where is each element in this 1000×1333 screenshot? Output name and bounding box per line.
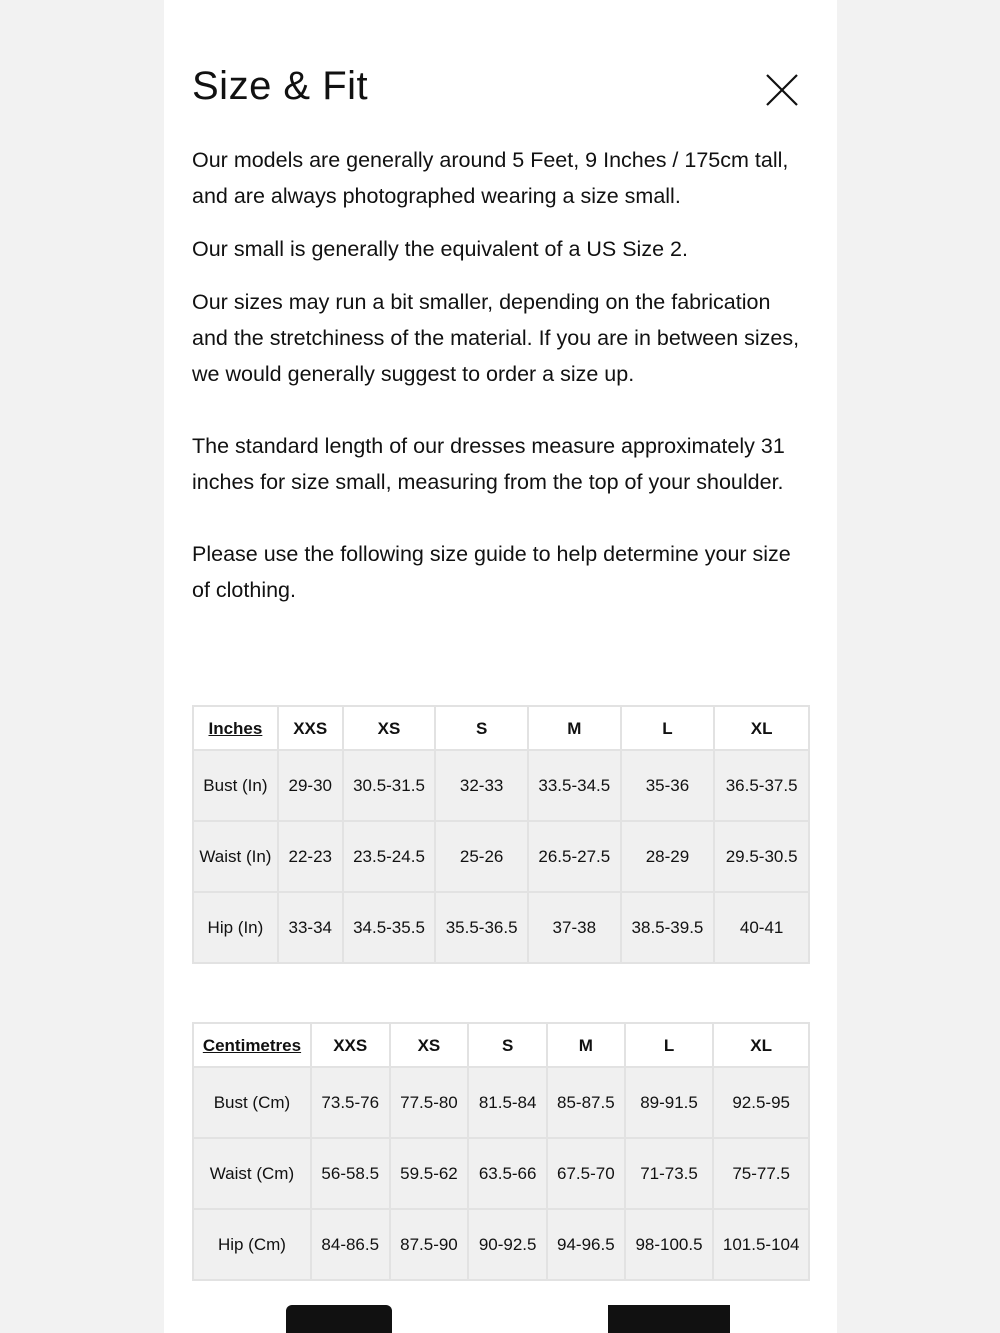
sizing-advice-text: Our sizes may run a bit smaller, depending on the fabrication and the stretchiness of the material. If you are in between sizes, we would generally suggest to order a size up. [192, 290, 800, 386]
table-cell: 22-23 [278, 821, 343, 892]
size-header: M [547, 1023, 625, 1067]
table-row [193, 750, 809, 821]
unit-header: Inches [193, 706, 278, 750]
table-cell: 73.5-76 [311, 1067, 390, 1138]
table-cell: 32-33 [435, 750, 528, 821]
table-cell: 56-58.5 [311, 1138, 390, 1209]
table-cell: 84-86.5 [311, 1209, 390, 1280]
size-header: L [625, 1023, 714, 1067]
table-header-row [193, 1023, 809, 1067]
row-label: Waist (Cm) [193, 1138, 311, 1209]
table-cell: 26.5-27.5 [528, 821, 621, 892]
size-header: L [621, 706, 715, 750]
small-equivalent-text: Our small is generally the equivalent of a US Size 2. [192, 237, 688, 261]
table-row [193, 892, 809, 963]
table-cell: 75-77.5 [713, 1138, 809, 1209]
size-guide-intro-text: Please use the following size guide to help determine your size of clothing. [192, 542, 791, 602]
row-label: Waist (In) [193, 821, 278, 892]
table-cell: 59.5-62 [390, 1138, 469, 1209]
table-cell: 25-26 [435, 821, 528, 892]
table-cell: 85-87.5 [547, 1067, 625, 1138]
table-cell: 33.5-34.5 [528, 750, 621, 821]
size-header: XL [714, 706, 809, 750]
dress-length-text: The standard length of our dresses measure approximately 31 inches for size small, measuring from the top of your shoulder. [192, 434, 785, 494]
table-cell: 29-30 [278, 750, 343, 821]
table-cell: 67.5-70 [547, 1138, 625, 1209]
modal-title: Size & Fit [192, 64, 369, 108]
table-row [193, 1138, 809, 1209]
size-header: XS [390, 1023, 469, 1067]
row-label: Bust (Cm) [193, 1067, 311, 1138]
table-cell: 33-34 [278, 892, 343, 963]
row-label: Bust (In) [193, 750, 278, 821]
size-header: XS [343, 706, 436, 750]
table-cell: 101.5-104 [713, 1209, 809, 1280]
table-row [193, 1067, 809, 1138]
close-button[interactable] [764, 72, 800, 108]
size-header: XL [713, 1023, 809, 1067]
size-header: M [528, 706, 621, 750]
table-cell: 92.5-95 [713, 1067, 809, 1138]
table-cell: 34.5-35.5 [343, 892, 436, 963]
table-cell: 38.5-39.5 [621, 892, 715, 963]
table-cell: 40-41 [714, 892, 809, 963]
table-cell: 35.5-36.5 [435, 892, 528, 963]
table-cell: 71-73.5 [625, 1138, 714, 1209]
table-row [193, 1209, 809, 1280]
table-cell: 30.5-31.5 [343, 750, 436, 821]
size-header: S [435, 706, 528, 750]
size-header: S [468, 1023, 547, 1067]
model-photo-partial [286, 1305, 392, 1333]
row-label: Hip (Cm) [193, 1209, 311, 1280]
table-cell: 37-38 [528, 892, 621, 963]
table-row [193, 821, 809, 892]
table-cell: 35-36 [621, 750, 715, 821]
table-cell: 94-96.5 [547, 1209, 625, 1280]
size-header: XXS [278, 706, 343, 750]
size-fit-modal [164, 0, 837, 1333]
table-cell: 29.5-30.5 [714, 821, 809, 892]
table-cell: 36.5-37.5 [714, 750, 809, 821]
close-icon [764, 72, 800, 108]
table-cell: 90-92.5 [468, 1209, 547, 1280]
size-fit-description [192, 142, 812, 625]
table-cell: 81.5-84 [468, 1067, 547, 1138]
centimetres-size-table [192, 1022, 810, 1281]
table-header-row [193, 706, 809, 750]
model-photo-partial [600, 1305, 738, 1333]
table-cell: 63.5-66 [468, 1138, 547, 1209]
table-cell: 77.5-80 [390, 1067, 469, 1138]
table-cell: 28-29 [621, 821, 715, 892]
table-cell: 87.5-90 [390, 1209, 469, 1280]
row-label: Hip (In) [193, 892, 278, 963]
table-cell: 23.5-24.5 [343, 821, 436, 892]
size-header: XXS [311, 1023, 390, 1067]
inches-size-table [192, 705, 810, 964]
table-cell: 98-100.5 [625, 1209, 714, 1280]
unit-header: Centimetres [193, 1023, 311, 1067]
models-height-text: Our models are generally around 5 Feet, 9 Inches / 175cm tall, and are always photographed wearing a size small. [192, 148, 789, 208]
table-cell: 89-91.5 [625, 1067, 714, 1138]
